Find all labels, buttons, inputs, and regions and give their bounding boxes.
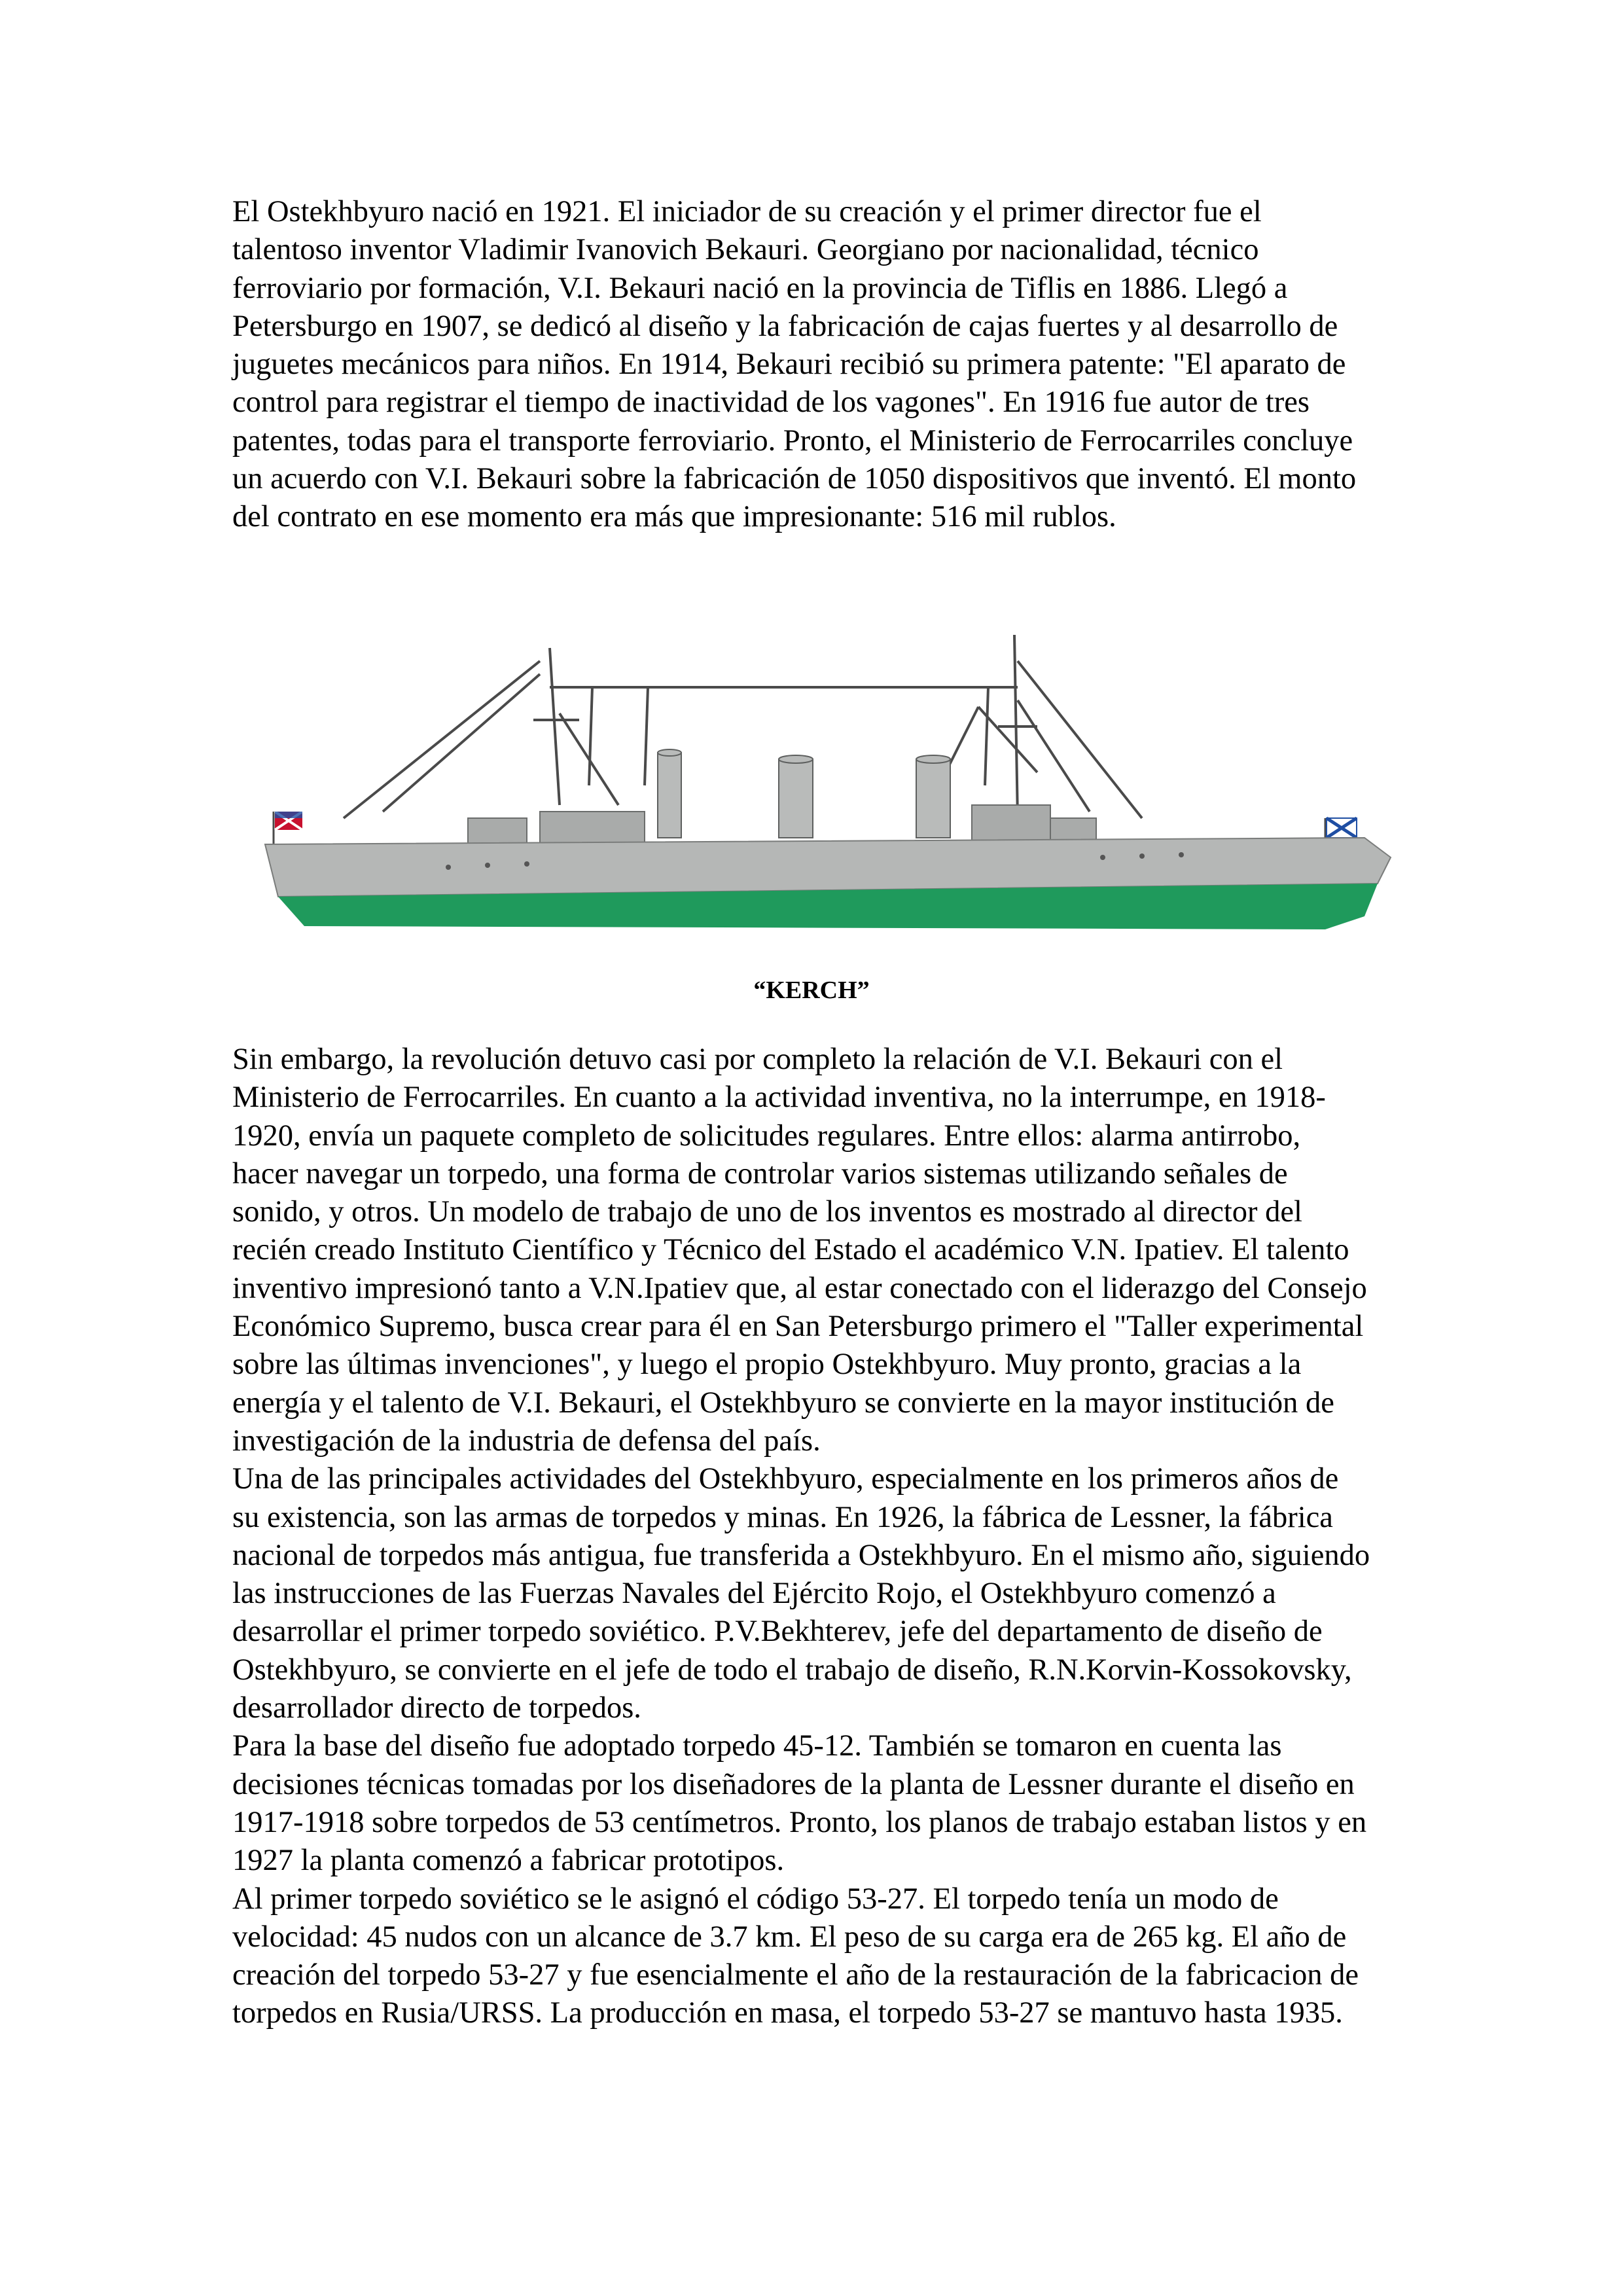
funnels xyxy=(658,749,950,838)
rigging xyxy=(344,635,1142,818)
intro-paragraph: El Ostekhbyuro nació en 1921. El iniciador de su creación y el primer director fue el talentoso inventor Vladimir Ivanovich Bekauri. Georgiano por nacionalidad, técnico ferroviario por formación, V.I. Bekauri nació en la provincia de Tiflis en 1886. Llegó a Petersburgo en 1907, se dedicó al diseño y la fabricación de cajas fuertes y al desarrollo de juguetes mecánicos para niños. En 1914, Bekauri recibió su primera patente: "El aparato de control para registrar el tiempo de inactividad de los vagones". En 1916 fue autor de tres patentes, todas para el transporte ferroviario. Pronto, el Ministerio de Ferrocarriles concluye un acuerdo con V.I. Bekauri sobre la fabricación de 1050 dispositivos que inventó. El monto del contrato en ese momento era más que impresionante: 516 mil rublos. xyxy=(232,195,1357,534)
paragraph: Sin embargo, la revolución detuvo casi por completo la relación de V.I. Bekauri con el Ministerio de Ferrocarriles. En cuanto a la actividad inventiva, no la interrumpe, en 1918-1920, envía un paquete completo de solicitudes regulares. Entre ellos: alarma antirrobo, hacer navegar un torpedo, una forma de controlar varios sistemas utilizando señales de sonido, y otros. Un modelo de trabajo de uno de los inventos es mostrado al director del recién creado Instituto Científico y Técnico del Estado el académico V.N. Ipatiev. El talento inventivo impresionó tanto a V.N.Ipatiev que, al estar conectado con el liderazgo del Consejo Económico Supremo, busca crear para él en San Petersburgo primero el "Taller experimental sobre las últimas invenciones", y luego el propio Ostekhbyuro. Muy pronto, gracias a la energía y el talento de V.I. Bekauri, el Ostekhbyuro se convierte en la mayor institución de investigación de la industria de defensa del país. xyxy=(232,1043,1367,1458)
paragraph: Al primer torpedo soviético se le asignó el código 53-27. El torpedo tenía un modo de velocidad: 45 nudos con un alcance de 3.7 km. El peso de su carga era de 265 kg. El año de creación del torpedo 53-27 y fue esencialmente el año de la restauración de la fabricacion de torpedos en Rusia/URSS. La producción en masa, el torpedo 53-27 se mantuvo hasta 1935. xyxy=(232,1882,1359,2030)
paragraph: Para la base del diseño fue adoptado torpedo 45-12. También se tomaron en cuenta las decisiones técnicas tomadas por los diseñadores de la planta de Lessner durante el diseño en 1917-1918 sobre torpedos de 53 centímetros. Pronto, los planos de trabajo estaban listos y en 1927 la planta comenzó a fabricar prototipos. xyxy=(232,1729,1367,1878)
kerch-ship-illustration xyxy=(252,622,1410,975)
figure-caption: “KERCH” xyxy=(753,977,870,1004)
paragraph: Una de las principales actividades del Ostekhbyuro, especialmente en los primeros años de su existencia, son las armas de torpedos y minas. En 1926, la fábrica de Lessner, la fábrica nacional de torpedos más antigua, fue transferida a Ostekhbyuro. En el mismo año, siguiendo las instrucciones de las Fuerzas Navales del Ejército Rojo, el Ostekhbyuro comenzó a desarrollar el primer torpedo soviético. P.V.Bekhterev, jefe del departamento de diseño de Ostekhbyuro, se convierte en el jefe de todo el trabajo de diseño, R.N.Korvin-Kossokovsky, desarrollador directo de torpedos. xyxy=(232,1462,1370,1725)
intro-paragraph-block xyxy=(232,193,1371,537)
ship-figure xyxy=(252,622,1410,975)
body-text xyxy=(232,1041,1371,2033)
stern-flag xyxy=(274,812,302,848)
